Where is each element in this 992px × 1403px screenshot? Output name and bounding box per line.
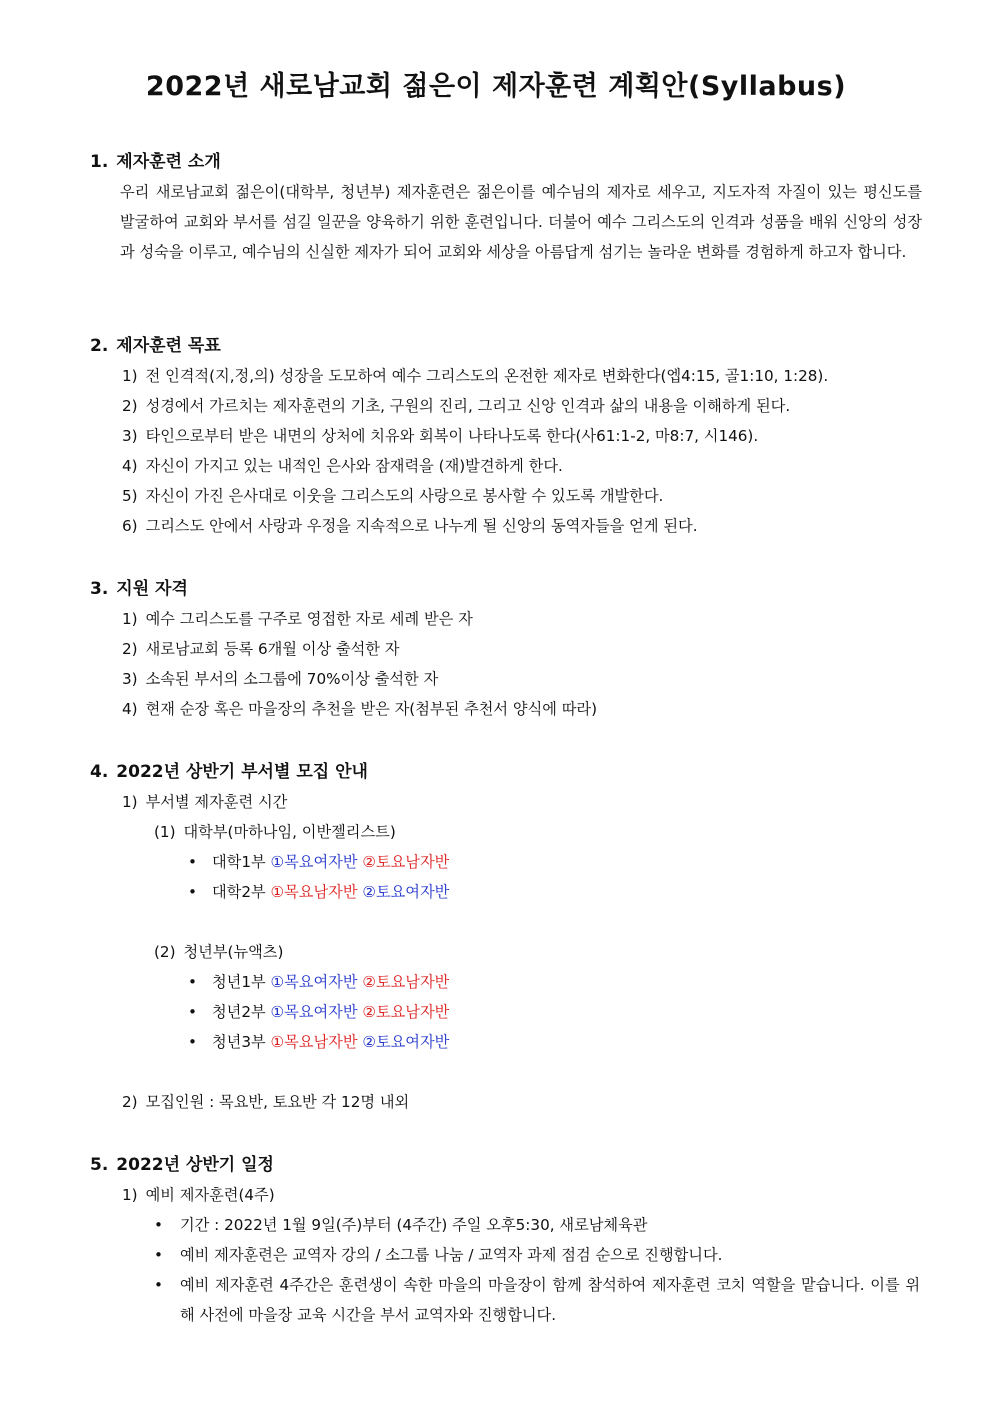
list-item: 1) 부서별 제자훈련 시간 — [122, 793, 288, 811]
list-item: (2) 청년부(뉴액츠) — [154, 943, 284, 961]
list-item: 2) 모집인원 : 목요반, 토요반 각 12명 내외 — [122, 1093, 410, 1111]
class-row: • 청년2부 ①목요여자반 ②토요남자반 — [90, 997, 930, 1027]
bullet-icon: • — [188, 853, 197, 871]
document-title: 2022년 새로남교회 젊은이 제자훈련 계획안(Syllabus) — [145, 71, 847, 102]
section-number: 2. — [90, 336, 109, 356]
section-title: 제자훈련 목표 — [116, 336, 221, 356]
list-item: 1) 예비 제자훈련(4주) — [122, 1186, 275, 1204]
bullet-icon: • — [188, 883, 197, 901]
section-eligibility — [90, 574, 930, 724]
section-heading — [90, 147, 930, 177]
section-heading — [90, 331, 930, 361]
list-item: 6) 그리스도 안에서 사랑과 우정을 지속적으로 나누게 될 신앙의 동역자들을 얻게 된다. — [122, 517, 698, 535]
list-item: (1) 대학부(마하나임, 이반젤리스트) — [154, 823, 396, 841]
schedule-list — [90, 1180, 930, 1210]
section-heading — [90, 757, 930, 787]
list-item: 1) 전 인격적(지,정,의) 성장을 도모하여 예수 그리스도의 온전한 제자로 변화한다(엡4:15, 골1:10, 1:28). — [122, 367, 829, 385]
section-schedule — [90, 1150, 930, 1330]
bullet-icon: • — [154, 1276, 163, 1294]
class-row: • 대학2부 ①목요남자반 ②토요여자반 — [90, 877, 930, 907]
spacer — [90, 1057, 930, 1087]
bullet-icon: • — [154, 1216, 163, 1234]
bullet-icon: • — [188, 1003, 197, 1021]
bullet-icon: • — [154, 1246, 163, 1264]
list-item: 2) 성경에서 가르치는 제자훈련의 기초, 구원의 진리, 그리고 신앙 인격과 삶의 내용을 이해하게 된다. — [122, 397, 791, 415]
list-item: 3) 소속된 부서의 소그룹에 70%이상 출석한 자 — [122, 670, 439, 688]
list-item: 1) 예수 그리스도를 구주로 영접한 자로 세례 받은 자 — [122, 610, 473, 628]
list-item: 3) 타인으로부터 받은 내면의 상처에 치유와 회복이 나타나도록 한다(사61:1-2, 마8:7, 시146). — [122, 427, 759, 445]
section-number: 4. — [90, 762, 109, 782]
section-introduction — [90, 147, 930, 267]
list-item: 4) 자신이 가지고 있는 내적인 은사와 잠재력을 (재)발견하게 한다. — [122, 457, 563, 475]
spacer — [90, 907, 930, 937]
schedule-bullet: • 기간 : 2022년 1월 9일(주)부터 (4주간) 주일 오후5:30, 새로남체육관 — [90, 1210, 920, 1240]
schedule-bullet: • 예비 제자훈련은 교역자 강의 / 소그룹 나눔 / 교역자 과제 점검 순으로 진행합니다. — [90, 1240, 920, 1270]
section-number: 1. — [90, 152, 109, 172]
section-title: 2022년 상반기 부서별 모집 안내 — [116, 762, 368, 782]
list-item: 5) 자신이 가진 은사대로 이웃을 그리스도의 사랑으로 봉사할 수 있도록 개발한다. — [122, 487, 664, 505]
section-title: 제자훈련 소개 — [116, 152, 221, 172]
section-heading — [90, 574, 930, 604]
section-number: 5. — [90, 1155, 109, 1175]
class-row: • 청년1부 ①목요여자반 ②토요남자반 — [90, 967, 930, 997]
list-item: 4) 현재 순장 혹은 마을장의 추천을 받은 자(첨부된 추천서 양식에 따라) — [122, 700, 598, 718]
schedule-bullet: • 예비 제자훈련 4주간은 훈련생이 속한 마을의 마을장이 함께 참석하여 제자훈련 코치 역할을 맡습니다. 이를 위해 사전에 마을장 교육 시간을 부서 교역자와 진행합니다. — [90, 1270, 920, 1330]
goals-list — [90, 361, 930, 541]
section-number: 3. — [90, 579, 109, 599]
class-row: • 대학1부 ①목요여자반 ②토요남자반 — [90, 847, 930, 877]
section-paragraph: 우리 새로남교회 젊은이(대학부, 청년부) 제자훈련은 젊은이를 예수님의 제자로 세우고, 지도자적 자질이 있는 평신도를 발굴하여 교회와 부서를 섬길 일꾼을 양육하기 위한 훈련입니다. 더불어 예수 그리스도의 인격과 성품을 배워 신앙의 성장과 성숙을 이루고, 예수님의 신실한 제자가 되어 교회와 세상을 아름답게 섬기는 놀라운 변화를 경험하게 하고자 합니다. — [120, 183, 922, 261]
section-title: 지원 자격 — [116, 579, 188, 599]
class-row: • 청년3부 ①목요남자반 ②토요여자반 — [90, 1027, 930, 1057]
section-heading — [90, 1150, 930, 1180]
section-goals — [90, 331, 930, 541]
bullet-icon: • — [188, 1033, 197, 1051]
bullet-icon: • — [188, 973, 197, 991]
eligibility-list — [90, 604, 930, 724]
section-recruitment — [90, 757, 930, 1117]
list-item: 2) 새로남교회 등록 6개월 이상 출석한 자 — [122, 640, 400, 658]
section-title: 2022년 상반기 일정 — [116, 1155, 274, 1175]
recruitment-list — [90, 787, 930, 1117]
